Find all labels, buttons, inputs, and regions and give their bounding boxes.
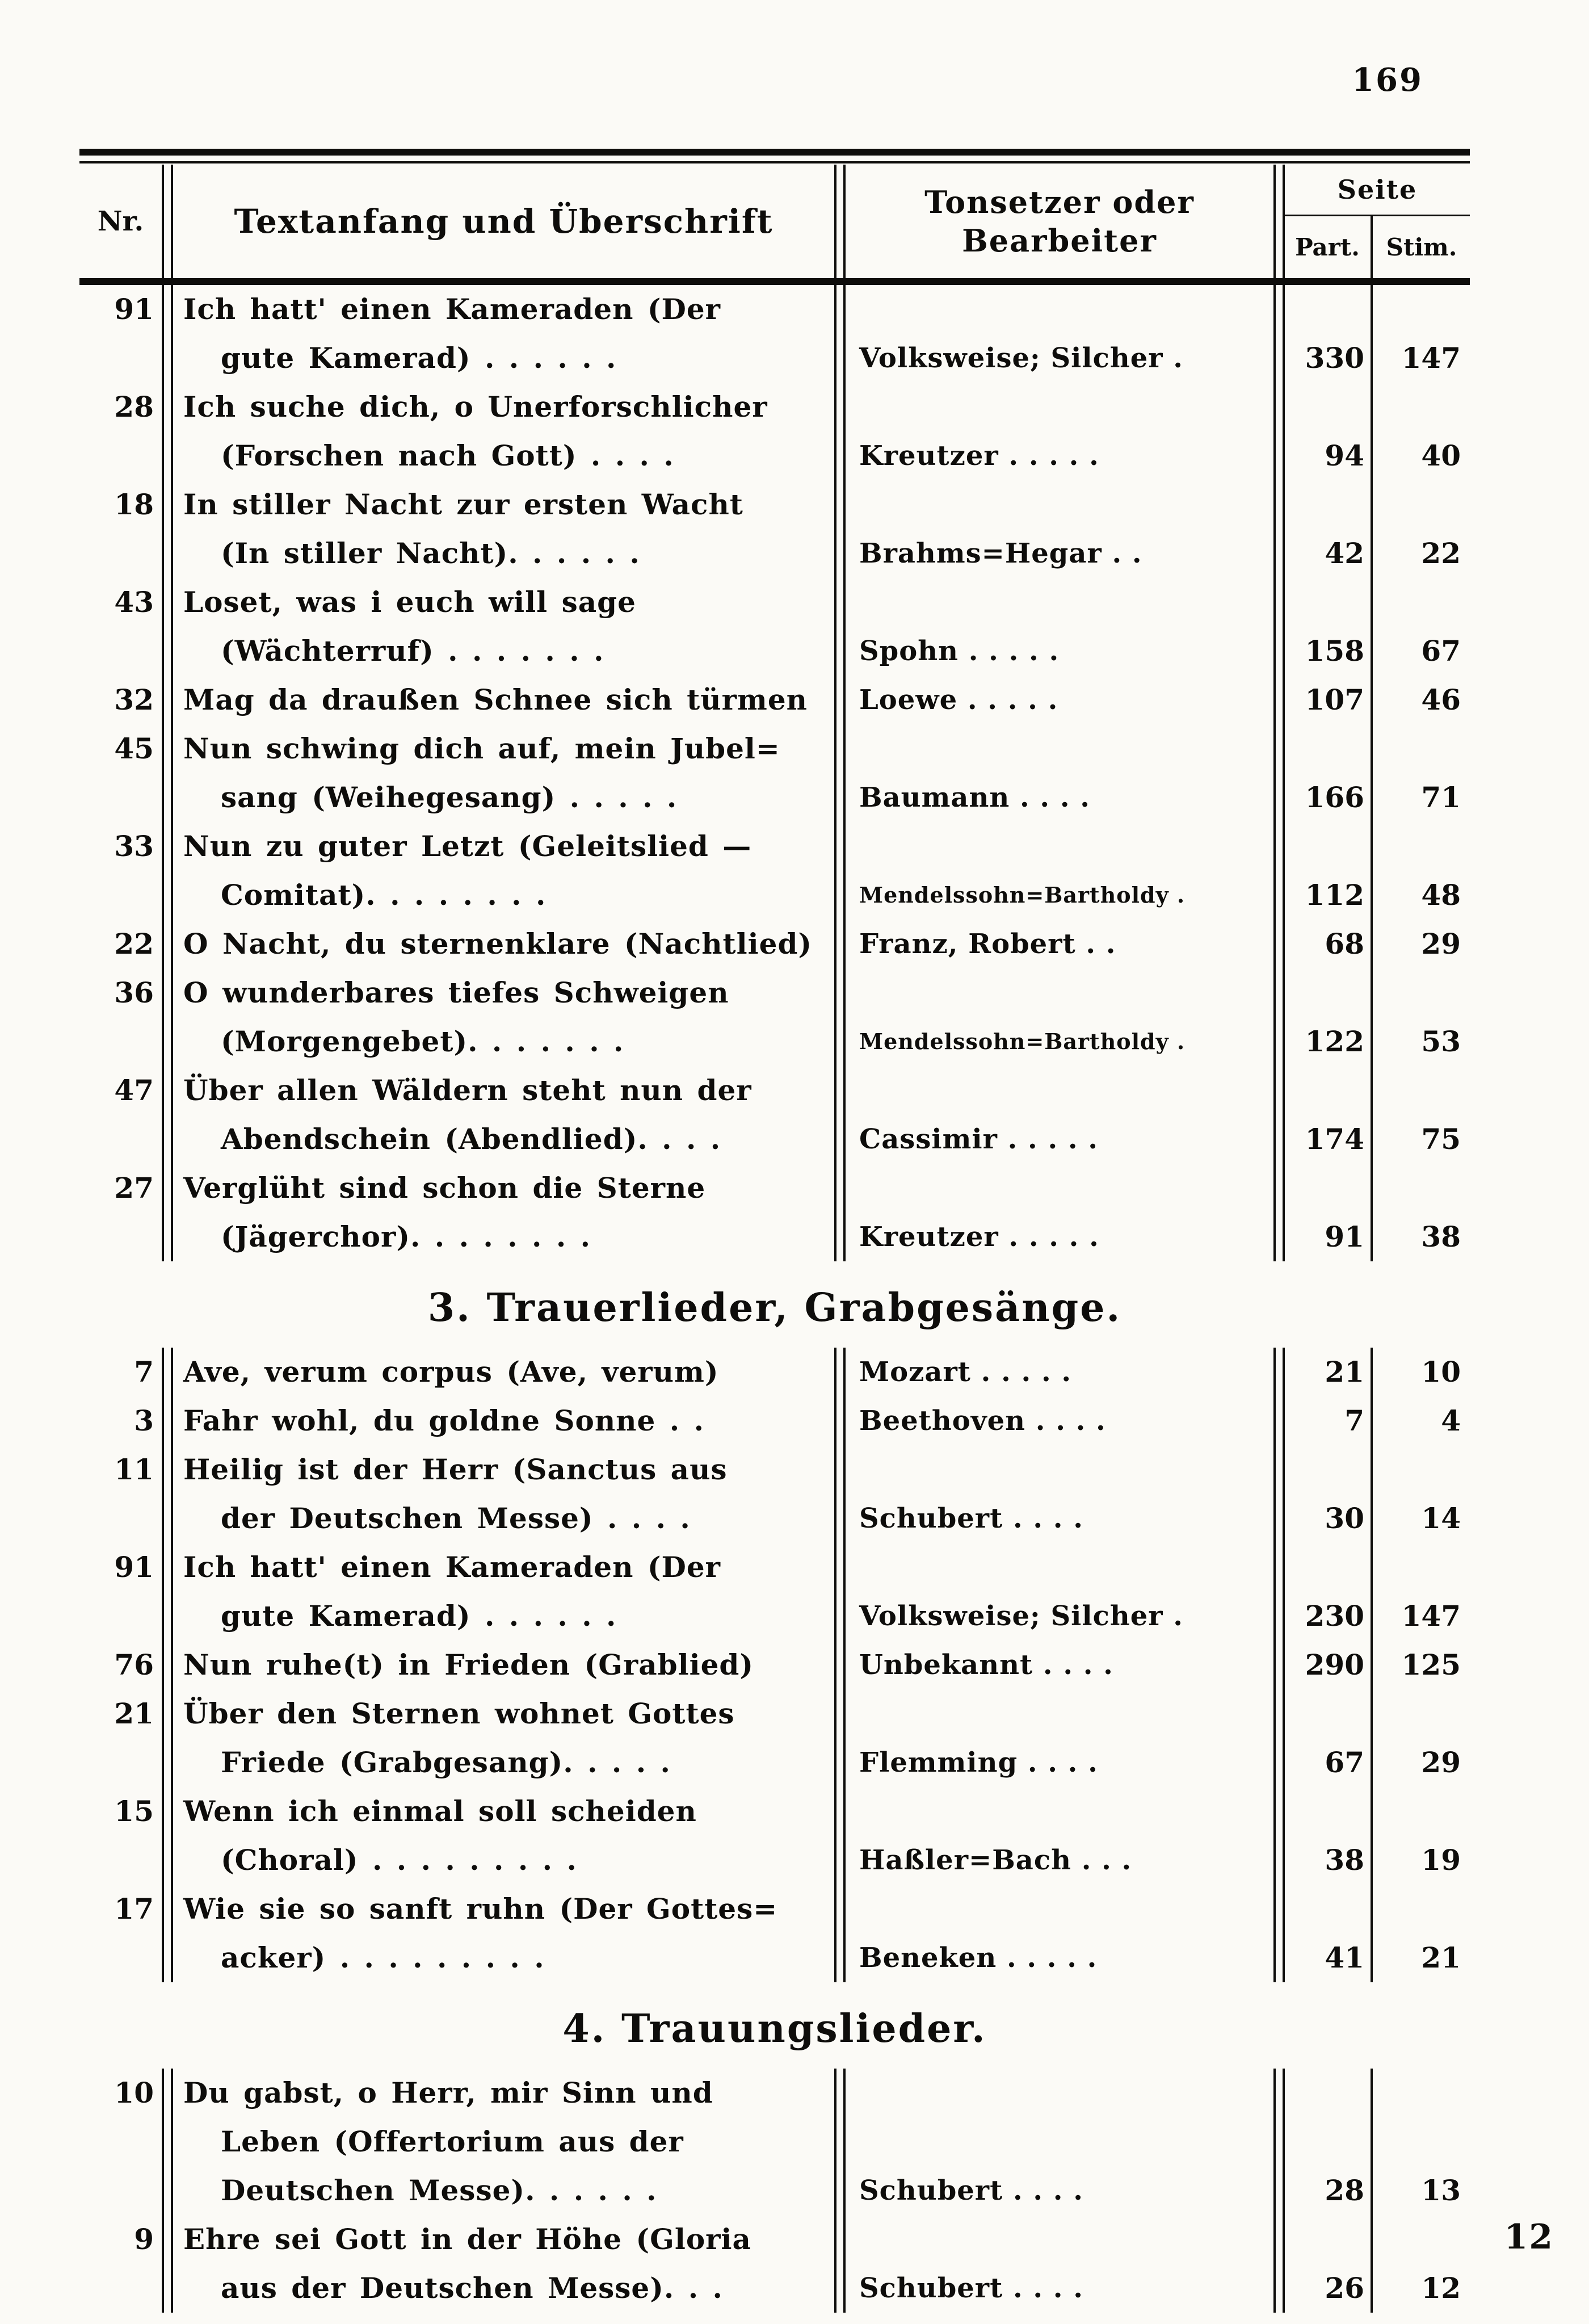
table-row: [79, 1396, 1470, 1445]
header-nr: Nr.: [97, 205, 144, 237]
row-composer: [846, 1066, 1273, 1164]
column-rule: [834, 676, 846, 724]
row-title: [173, 724, 834, 822]
row-number: 18: [114, 488, 154, 521]
row-title: [173, 676, 834, 724]
title-line: (Forschen nach Gott) . . . .: [221, 439, 674, 472]
column-rule: [162, 1164, 173, 1261]
row-part-page: 122: [1305, 1025, 1364, 1058]
header-composer-line1: Tonsetzer oder: [924, 184, 1195, 220]
row-number: 91: [114, 292, 154, 326]
row-composer: [846, 578, 1273, 676]
row-number: 22: [114, 927, 154, 960]
row-title: [173, 480, 834, 578]
row-part-page: 290: [1305, 1648, 1364, 1681]
composer-name: Haßler=Bach . . .: [859, 1844, 1132, 1876]
table-row: [79, 1164, 1470, 1261]
column-rule: [1273, 578, 1285, 676]
row-composer: [846, 1689, 1273, 1787]
table-row: [79, 578, 1470, 676]
row-stim-page: 10: [1421, 1355, 1461, 1388]
row-part-page: 7: [1344, 1404, 1364, 1437]
composer-name: Brahms=Hegar . .: [859, 538, 1142, 569]
column-rule: [834, 968, 846, 1066]
row-number: 15: [114, 1794, 154, 1828]
row-stim-page: 13: [1421, 2174, 1461, 2207]
column-rule: [1273, 920, 1285, 968]
row-stim-page: 46: [1421, 683, 1461, 716]
table-row: [79, 2215, 1470, 2313]
table-row: [79, 1348, 1470, 1396]
table-row: [79, 1641, 1470, 1689]
row-number: 17: [114, 1892, 154, 1926]
title-line: Ich suche dich, o Unerforschlicher: [183, 390, 768, 423]
column-rule: [834, 1445, 846, 1543]
row-composer: [846, 2069, 1273, 2215]
row-part-page: 174: [1305, 1122, 1364, 1156]
column-rule: [1273, 2215, 1285, 2313]
column-rule: [162, 1396, 173, 1445]
column-rule: [834, 822, 846, 920]
row-composer: [846, 1641, 1273, 1689]
row-stim-page: 75: [1421, 1122, 1461, 1156]
column-rule: [1273, 1885, 1285, 1982]
page-number: 169: [1352, 61, 1423, 99]
row-composer: [846, 1164, 1273, 1261]
column-rule: [1273, 1641, 1285, 1689]
title-line: Ich hatt' einen Kameraden (Der: [183, 1550, 721, 1584]
row-part-page: 91: [1325, 1220, 1364, 1253]
row-number: 45: [114, 732, 154, 765]
column-rule: [834, 2215, 846, 2313]
title-line: (Choral) . . . . . . . . .: [221, 1843, 577, 1877]
row-number: 47: [114, 1073, 154, 1107]
row-number: 28: [114, 390, 154, 423]
table-row: [79, 676, 1470, 724]
row-composer: [846, 1543, 1273, 1641]
title-line: Abendschein (Abendlied). . . .: [221, 1122, 721, 1156]
row-title: [173, 1164, 834, 1261]
row-number: 91: [114, 1550, 154, 1584]
composer-name: Spohn . . . . .: [859, 635, 1060, 667]
row-title: [173, 1348, 834, 1396]
title-line: gute Kamerad) . . . . . .: [221, 1599, 617, 1633]
column-rule: [1273, 1348, 1285, 1396]
row-number: 7: [134, 1355, 154, 1388]
column-rule: [1273, 1543, 1285, 1641]
column-rule: [834, 1164, 846, 1261]
column-rule: [162, 724, 173, 822]
table-row: [79, 822, 1470, 920]
title-line: Verglüht sind schon die Sterne: [183, 1171, 706, 1205]
table-header: [79, 165, 1470, 278]
row-title: [173, 1543, 834, 1641]
column-rule: [834, 1787, 846, 1885]
row-title: [173, 1445, 834, 1543]
column-rule: [1273, 285, 1285, 383]
header-composer: [846, 165, 1273, 278]
top-rule-thick: [79, 149, 1470, 156]
row-part-page: 230: [1305, 1599, 1364, 1633]
row-stim-page: 147: [1401, 1599, 1461, 1633]
top-rule-thin: [79, 161, 1470, 163]
composer-name: Volksweise; Silcher .: [859, 342, 1183, 374]
column-rule: [162, 1641, 173, 1689]
column-rule: [162, 676, 173, 724]
catalog-table: [79, 149, 1470, 2313]
column-rule: [1273, 1689, 1285, 1787]
table-row: [79, 285, 1470, 383]
column-rule: [162, 1689, 173, 1787]
row-composer: [846, 480, 1273, 578]
title-line: sang (Weihegesang) . . . . .: [221, 781, 678, 814]
row-number: 27: [114, 1171, 154, 1205]
row-title: [173, 1066, 834, 1164]
row-title: [173, 822, 834, 920]
column-rule: [1273, 724, 1285, 822]
row-title: [173, 383, 834, 480]
column-rule: [162, 165, 173, 278]
column-rule: [1273, 2069, 1285, 2215]
title-line: (Morgengebet). . . . . . .: [221, 1025, 624, 1058]
composer-name: Volksweise; Silcher .: [859, 1600, 1183, 1632]
row-composer: [846, 1885, 1273, 1982]
row-stim-page: 147: [1401, 341, 1461, 375]
row-composer: [846, 676, 1273, 724]
row-part-page: 158: [1305, 634, 1364, 668]
row-number: 36: [114, 976, 154, 1009]
row-stim-page: 53: [1421, 1025, 1461, 1058]
title-line: Friede (Grabgesang). . . . .: [221, 1746, 671, 1779]
row-composer: [846, 822, 1273, 920]
section-heading: 3. Trauerlieder, Grabgesänge.: [427, 1285, 1122, 1331]
column-rule: [1273, 1396, 1285, 1445]
row-composer: [846, 1787, 1273, 1885]
title-line: Über den Sternen wohnet Gottes: [183, 1697, 735, 1730]
row-part-page: 21: [1325, 1355, 1364, 1388]
column-rule: [1273, 383, 1285, 480]
row-part-page: 42: [1325, 536, 1364, 570]
column-rule: [162, 920, 173, 968]
table-row: [79, 724, 1470, 822]
title-line: Du gabst, o Herr, mir Sinn und: [183, 2076, 713, 2109]
title-line: Loset, was i euch will sage: [183, 585, 636, 619]
column-rule: [834, 1066, 846, 1164]
row-number: 33: [114, 829, 154, 863]
column-rule: [162, 1066, 173, 1164]
row-number: 9: [134, 2222, 154, 2256]
row-stim-page: 21: [1421, 1941, 1461, 1974]
title-line: O wunderbares tiefes Schweigen: [183, 976, 729, 1009]
title-line: Leben (Offertorium aus der: [221, 2125, 684, 2158]
row-stim-page: 67: [1421, 634, 1461, 668]
row-stim-page: 4: [1441, 1404, 1461, 1437]
row-stim-page: 40: [1421, 439, 1461, 472]
column-rule: [834, 724, 846, 822]
title-line: Wenn ich einmal soll scheiden: [183, 1794, 697, 1828]
composer-name: Mendelssohn=Bartholdy .: [859, 882, 1186, 908]
row-stim-page: 19: [1421, 1843, 1461, 1877]
signature-mark: 12: [1504, 2217, 1554, 2257]
title-line: (Wächterruf) . . . . . . .: [221, 634, 604, 668]
row-part-page: 41: [1325, 1941, 1364, 1974]
table-row: [79, 1066, 1470, 1164]
header-text: Textanfang und Überschrift: [234, 202, 774, 241]
row-composer: [846, 1445, 1273, 1543]
column-rule: [834, 1348, 846, 1396]
column-rule: [162, 1787, 173, 1885]
column-rule: [1273, 1066, 1285, 1164]
title-line: Fahr wohl, du goldne Sonne . .: [183, 1404, 704, 1437]
row-title: [173, 1641, 834, 1689]
row-composer: [846, 383, 1273, 480]
composer-name: Cassimir . . . . .: [859, 1123, 1099, 1155]
row-number: 10: [114, 2076, 154, 2109]
row-composer: [846, 724, 1273, 822]
composer-name: Kreutzer . . . . .: [859, 1221, 1099, 1253]
column-rule: [834, 2069, 846, 2215]
column-rule: [162, 1348, 173, 1396]
row-part-page: 94: [1325, 439, 1364, 472]
row-title: [173, 2215, 834, 2313]
column-rule: [834, 165, 846, 278]
composer-name: Beethoven . . . .: [859, 1405, 1106, 1437]
row-composer: [846, 1396, 1273, 1445]
column-rule: [834, 578, 846, 676]
row-title: [173, 2069, 834, 2215]
title-line: Nun schwing dich auf, mein Jubel=: [183, 732, 780, 765]
table-row: [79, 1445, 1470, 1543]
column-rule: [834, 1885, 846, 1982]
column-rule: [1273, 1787, 1285, 1885]
title-line: Wie sie so sanft ruhn (Der Gottes=: [183, 1892, 778, 1926]
composer-name: Mozart . . . . .: [859, 1356, 1072, 1388]
row-part-page: 166: [1305, 781, 1364, 814]
column-rule: [834, 1641, 846, 1689]
row-part-page: 30: [1325, 1501, 1364, 1535]
row-number: 3: [134, 1404, 154, 1437]
row-stim-page: 48: [1421, 878, 1461, 912]
row-title: [173, 920, 834, 968]
row-number: 76: [114, 1648, 154, 1681]
table-row: [79, 968, 1470, 1066]
composer-name: Mendelssohn=Bartholdy .: [859, 1029, 1186, 1054]
column-rule: [162, 1445, 173, 1543]
table-row: [79, 480, 1470, 578]
table-row: [79, 1885, 1470, 1982]
title-line: Nun ruhe(t) in Frieden (Grablied): [183, 1648, 754, 1681]
row-number: 11: [114, 1453, 154, 1486]
column-rule: [834, 1396, 846, 1445]
title-line: Comitat). . . . . . . .: [221, 878, 547, 912]
column-rule: [1273, 968, 1285, 1066]
column-rule: [162, 822, 173, 920]
table-row: [79, 2069, 1470, 2215]
title-line: Mag da draußen Schnee sich türmen: [183, 683, 808, 716]
row-number: 43: [114, 585, 154, 619]
column-rule: [1273, 676, 1285, 724]
title-line: Über allen Wäldern steht nun der: [183, 1073, 752, 1107]
row-title: [173, 285, 834, 383]
row-part-page: 38: [1325, 1843, 1364, 1877]
composer-name: Flemming . . . .: [859, 1747, 1098, 1778]
section-heading: 4. Trauungslieder.: [562, 2006, 987, 2052]
row-part-page: 330: [1305, 341, 1364, 375]
column-rule: [1273, 1445, 1285, 1543]
title-line: Nun zu guter Letzt (Geleitslied —: [183, 829, 752, 863]
title-line: In stiller Nacht zur ersten Wacht: [183, 488, 743, 521]
header-seite-group: [1285, 165, 1470, 278]
column-rule: [162, 578, 173, 676]
column-rule: [162, 968, 173, 1066]
column-rule: [162, 2215, 173, 2313]
title-line: Heilig ist der Herr (Sanctus aus: [183, 1453, 728, 1486]
column-rule: [162, 2069, 173, 2215]
row-composer: [846, 968, 1273, 1066]
column-rule: [834, 920, 846, 968]
row-part-page: 68: [1325, 927, 1364, 960]
row-stim-page: 125: [1401, 1648, 1461, 1681]
column-rule: [1273, 1164, 1285, 1261]
row-stim-page: 71: [1421, 781, 1461, 814]
column-rule: [162, 1543, 173, 1641]
header-bottom-rule: [79, 278, 1470, 285]
row-title: [173, 578, 834, 676]
composer-name: Unbekannt . . . .: [859, 1649, 1113, 1681]
row-composer: [846, 285, 1273, 383]
header-composer-line2: Bearbeiter: [962, 223, 1157, 259]
composer-name: Schubert . . . .: [859, 1503, 1083, 1534]
composer-name: Schubert . . . .: [859, 2272, 1083, 2304]
column-rule: [162, 285, 173, 383]
title-line: der Deutschen Messe) . . . .: [221, 1501, 691, 1535]
title-line: Deutschen Messe). . . . . .: [221, 2174, 657, 2207]
row-stim-page: 14: [1421, 1501, 1461, 1535]
row-part-page: 112: [1305, 878, 1364, 912]
table-row: [79, 383, 1470, 480]
row-composer: [846, 2215, 1273, 2313]
row-stim-page: 12: [1421, 2271, 1461, 2305]
title-line: acker) . . . . . . . . .: [221, 1941, 545, 1974]
column-rule: [834, 1543, 846, 1641]
table-row: [79, 1689, 1470, 1787]
row-part-page: 67: [1325, 1746, 1364, 1779]
column-rule: [1273, 822, 1285, 920]
table-body: [79, 285, 1470, 2313]
row-part-page: 28: [1325, 2174, 1364, 2207]
row-stim-page: 29: [1421, 927, 1461, 960]
title-line: Ave, verum corpus (Ave, verum): [183, 1355, 719, 1388]
row-stim-page: 22: [1421, 536, 1461, 570]
header-seite: Seite: [1337, 174, 1418, 205]
row-part-page: 26: [1325, 2271, 1364, 2305]
row-number: 21: [114, 1697, 154, 1730]
title-line: aus der Deutschen Messe). . .: [221, 2271, 723, 2305]
column-rule: [1273, 480, 1285, 578]
table-row: [79, 920, 1470, 968]
row-title: [173, 1689, 834, 1787]
title-line: O Nacht, du sternenklare (Nachtlied): [183, 927, 813, 960]
row-part-page: 107: [1305, 683, 1364, 716]
column-rule: [834, 1689, 846, 1787]
table-row: [79, 1787, 1470, 1885]
composer-name: Baumann . . . .: [859, 782, 1090, 813]
composer-name: Franz, Robert . .: [859, 928, 1116, 960]
row-composer: [846, 920, 1273, 968]
row-title: [173, 1885, 834, 1982]
row-stim-page: 38: [1421, 1220, 1461, 1253]
column-rule: [162, 480, 173, 578]
row-composer: [846, 1348, 1273, 1396]
column-rule: [834, 383, 846, 480]
table-row: [79, 1543, 1470, 1641]
row-title: [173, 1396, 834, 1445]
title-line: (In stiller Nacht). . . . . .: [221, 536, 640, 570]
column-rule: [834, 480, 846, 578]
row-title: [173, 968, 834, 1066]
composer-name: Schubert . . . .: [859, 2175, 1083, 2206]
row-stim-page: 29: [1421, 1746, 1461, 1779]
title-line: (Jägerchor). . . . . . . .: [221, 1220, 591, 1253]
column-rule: [834, 285, 846, 383]
header-stim: Stim.: [1386, 233, 1457, 261]
title-line: gute Kamerad) . . . . . .: [221, 341, 617, 375]
title-line: Ehre sei Gott in der Höhe (Gloria: [183, 2222, 751, 2256]
composer-name: Beneken . . . . .: [859, 1942, 1098, 1974]
column-rule: [1273, 165, 1285, 278]
row-title: [173, 1787, 834, 1885]
column-rule: [162, 1885, 173, 1982]
composer-name: Loewe . . . . .: [859, 684, 1058, 716]
row-number: 32: [114, 683, 154, 716]
column-rule: [162, 383, 173, 480]
title-line: Ich hatt' einen Kameraden (Der: [183, 292, 721, 326]
header-part: Part.: [1295, 233, 1360, 261]
header-seite-subrow: [1285, 216, 1470, 278]
composer-name: Kreutzer . . . . .: [859, 440, 1099, 472]
